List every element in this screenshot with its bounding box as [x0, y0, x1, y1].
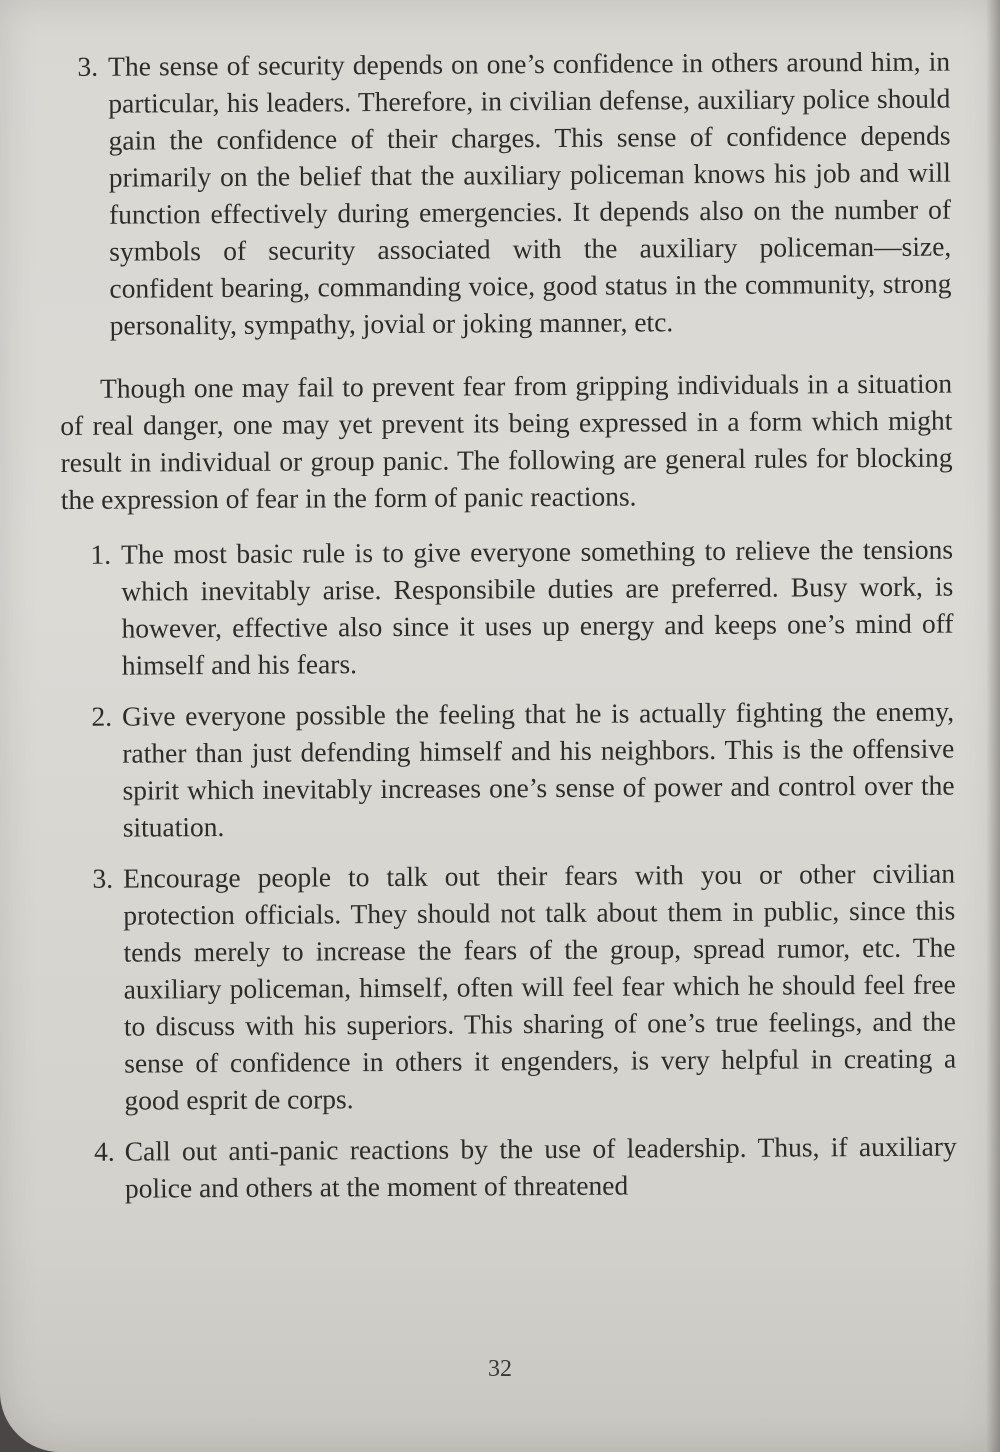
- rule-number: 2.: [91, 700, 113, 732]
- page-edge-shadow: [986, 0, 1000, 1452]
- rule-item: [75, 1128, 957, 1207]
- security-item: [58, 43, 952, 344]
- rule-item: [71, 531, 954, 684]
- rule-number: 1.: [90, 538, 112, 570]
- panic-paragraph: Though one may fail to prevent fear from gripping individuals in a situation of real danger, one may yet prevent its being expressed in a form which might result in individual or group panic. The following are general rules for blocking the expression of fear in the form of panic reactions.: [60, 367, 953, 515]
- rules-list: [71, 531, 957, 1207]
- page-text: [58, 43, 957, 1221]
- rule-text: Call out anti-panic reactions by the use of leadership. Thus, if auxiliary police and others at the moment of threatened: [124, 1130, 957, 1204]
- rule-text: The most basic rule is to give everyone something to relieve the tensions which inevitably arise. Responsibile duties are preferred. Busy work, is however, effective also since it uses up energy and keeps one’s mind off himself and his fears.: [120, 533, 954, 681]
- rule-text: Encourage people to talk out their fears with you or other civilian protection officials. They should not talk about them in public, since this tends merely to increase the fears of the group, spread rumor, etc. The auxiliary policeman, himself, often will feel fear which he should feel free to discuss with his superiors. This sharing of one’s true feelings, and the sense of confidence in others it engenders, is very helpful in creating a good esprit de corps.: [122, 857, 957, 1116]
- rule-number: 4.: [94, 1135, 115, 1167]
- page-number: 32: [488, 1356, 512, 1382]
- rule-text: Give everyone possible the feeling that he is actually fighting the enemy, rather than just defending himself and his neighbors. This is the offensive spirit which inevitably increases one’s sense of power and control over the situation.: [121, 695, 955, 843]
- rule-item: [73, 855, 957, 1119]
- item-text: The sense of security depends on one’s confidence in others around him, in particular, his leaders. Therefore, in civilian defense, auxiliary police should gain the confidence of their charges. This sense of confidence depends primarily on the belief that the auxiliary policeman knows his job and will function effectively during emergencies. It depends also on the number of symbols of security associated with the auxiliary policeman—size, confident bearing, commanding voice, good status in the community, strong personality, sympathy, jovial or joking manner, etc.: [108, 45, 952, 341]
- item-number: 3.: [77, 50, 99, 82]
- rule-number: 3.: [92, 862, 114, 894]
- rule-item: [72, 693, 955, 846]
